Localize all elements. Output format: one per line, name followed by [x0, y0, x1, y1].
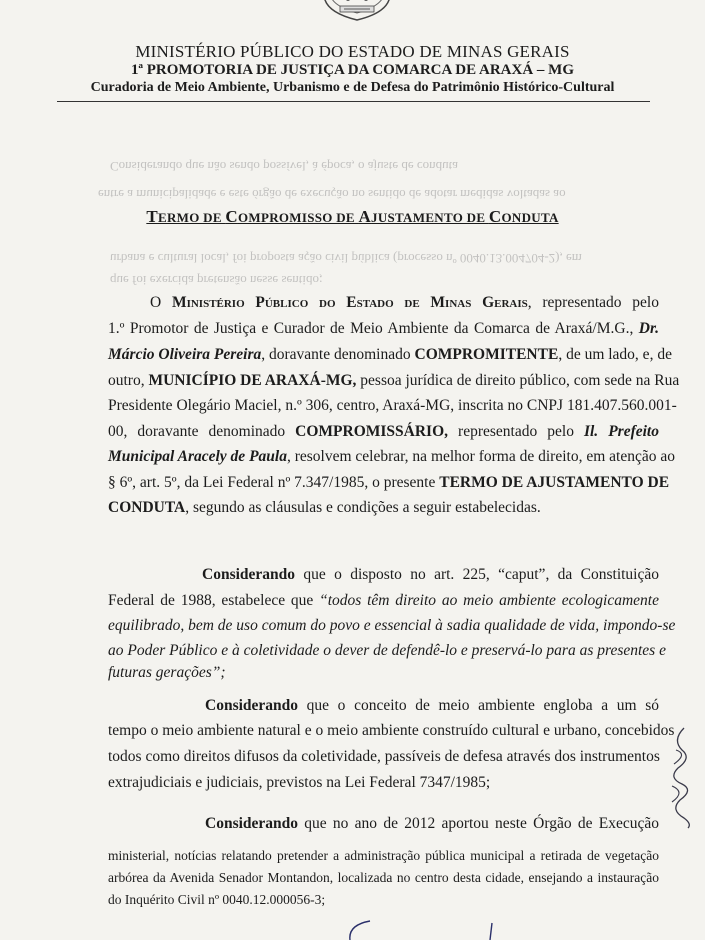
coat-of-arms-seal-icon — [318, 0, 396, 24]
letterhead-office: 1ª PROMOTORIA DE JUSTIÇA DA COMARCA DE ARAXÁ – MG — [131, 62, 574, 78]
letterhead-institution: MINISTÉRIO PÚBLICO DO ESTADO DE MINAS GERAIS — [135, 42, 570, 61]
handwritten-initials-signature — [662, 720, 702, 830]
header-divider — [57, 101, 650, 102]
show-through-line: que foi exercida pretensão nesse sentido; — [110, 273, 323, 288]
show-through-line: urbana e cultural local, foi proposta ação civil pública (processo nº 0040.13.004704-2), em — [110, 251, 582, 266]
document-page: Considerando que não sendo possível, à época, o ajuste de conduta entre a municipalidade e este órgão de execução no sentido de adotar medidas voltadas ao urbana e cultural local, foi proposta ação civil pública (processo nº 0040.13.004704-2), em que foi exercida pretensão nesse sentido; MINISTÉRIO PÚBLICO DO ESTADO DE MINAS GERAIS 1ª PROMOTORIA DE JUSTIÇA DA COMARCA DE ARAXÁ – MG Curadoria de Meio Ambiente, Urbanismo e de Defesa do Patrimônio Histórico-Cultural TERMO DE COMPROMISSO DE AJUSTAMENTO DE CONDUTA O Ministério Público do Estado de Minas Gerais, representado pelo 1.º Promotor de Justiça e Curador de Meio Ambiente da Comarca de Araxá/M.G., Dr. Márcio Oliveira Pereira, doravante denominado COMPROMITENTE, de um lado, e, de outro, MUNICÍPIO DE ARAXÁ-MG, pessoa jurídica de direito público, com sede na Rua Presidente Olegário Maciel, n.º 306, centro, Araxá-MG, inscrita no CNPJ 181.407.560.001- 00, doravante denominado COMPROMISSÁRIO, representado pelo Il. Prefeito Municipal Aracely de Paula, resolvem celebrar, na melhor forma de direito, em atenção ao § 6º, art. 5º, da Lei Federal nº 7.347/1985, o presente TERMO DE AJUSTAMENTO DE CONDUTA, segundo as cláusulas e condições a seguir estabelecidas. Considerando que o disposto no art. 225, “caput”, da Constituição Federal de 1988, estabelece que “todos têm direito ao meio ambiente ecologicamente equilibrado, bem de uso comum do povo e essencial à sadia qualidade de vida, impondo-se ao Poder Público e à coletividade o dever de defendê-lo e preservá-lo para as presentes e futuras gerações”; Considerando que o conceito de meio ambiente engloba a um só tempo o meio ambiente natural e o meio ambiente construído cultural e urbano, concebidos todos como direitos difusos da coletividade, passíveis de defesa através dos instrumentos extrajudiciais e judiciais, previstos na Lei Federal 7347/1985; Considerando que no ano de 2012 aportou neste Órgão de Execução ministerial, notícias relatando pretender a administração pública municipal a retirada de vegetação arbórea da Avenida Senador Montandon, localizada no centro desta cidade, ensejando a instauração do Inquérito Civil nº 0040.12.000056-3; — [0, 0, 705, 940]
document-title: TERMO DE COMPROMISSO DE AJUSTAMENTO DE CONDUTA — [146, 207, 559, 226]
show-through-line: entre a municipalidade e este órgão de execução no sentido de adotar medidas voltadas ao — [98, 187, 566, 202]
show-through-line: Considerando que não sendo possível, à época, o ajuste de conduta — [110, 159, 459, 174]
pen-mark-bottom — [330, 915, 530, 940]
letterhead-department: Curadoria de Meio Ambiente, Urbanismo e de Defesa do Patrimônio Histórico-Cultural — [90, 80, 615, 95]
